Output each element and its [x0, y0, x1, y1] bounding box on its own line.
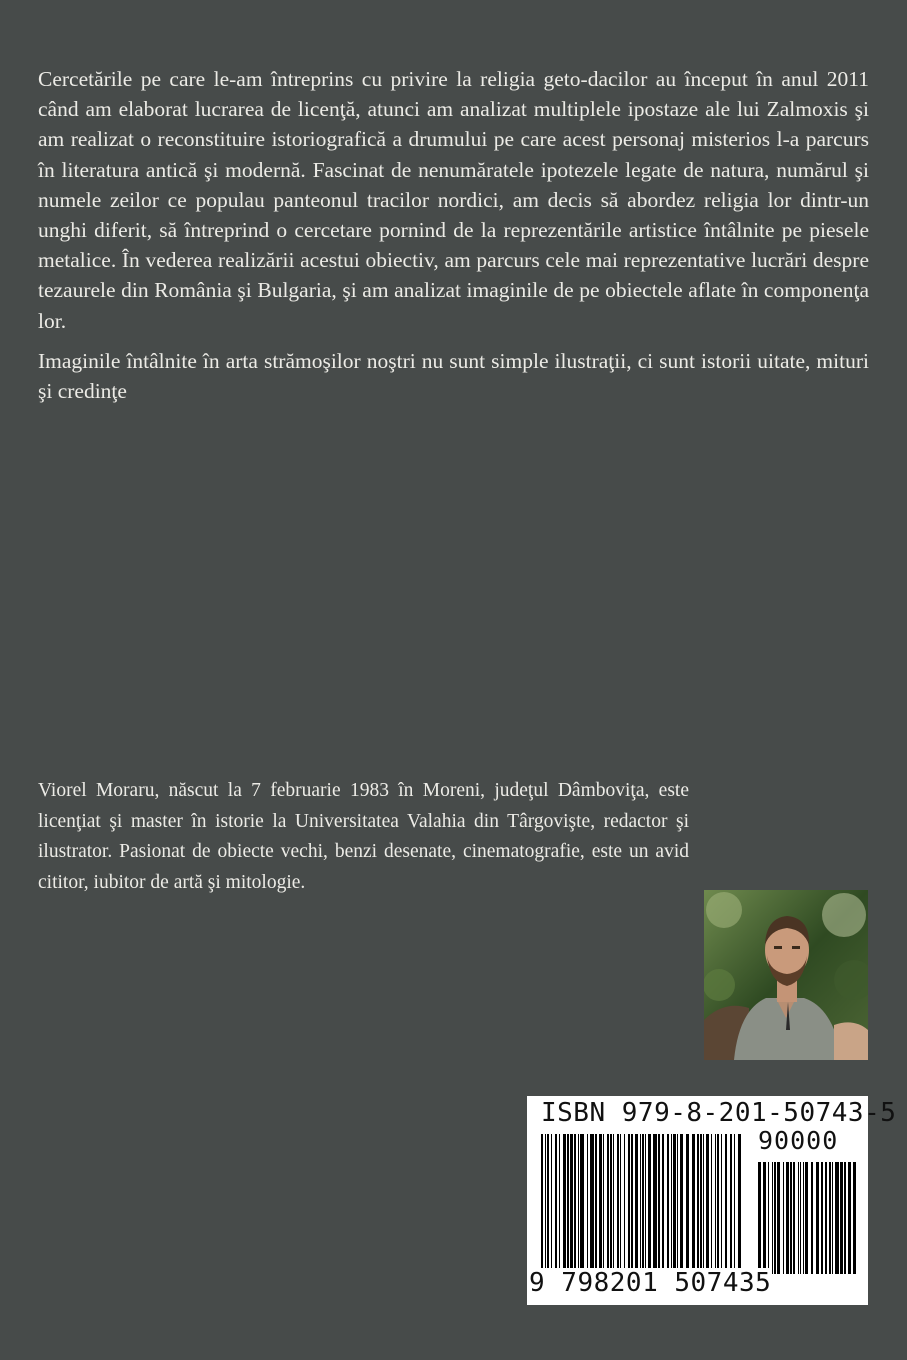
barcode-bar: [640, 1134, 641, 1274]
barcode-bar: [563, 1134, 566, 1274]
barcode-bar: [853, 1162, 856, 1274]
barcode-bar: [545, 1134, 546, 1274]
barcode-bar: [658, 1134, 660, 1274]
barcode-bar: [829, 1162, 831, 1274]
barcode-bar: [811, 1162, 813, 1274]
barcode-bar: [673, 1134, 676, 1274]
barcode-bar: [803, 1162, 804, 1274]
barcode-bar: [574, 1134, 576, 1274]
ean-digits: 9 798201 507435: [529, 1268, 772, 1298]
barcode-bar: [717, 1134, 719, 1274]
barcode-bar: [613, 1134, 614, 1274]
barcode-bar: [793, 1162, 795, 1274]
barcode-bar: [580, 1134, 584, 1274]
barcode-bar: [590, 1134, 594, 1274]
barcode-bar: [725, 1134, 727, 1274]
barcode-bar: [835, 1162, 839, 1274]
barcode-bar: [783, 1162, 784, 1274]
barcode-bar: [738, 1134, 741, 1274]
barcode-bar: [721, 1134, 722, 1274]
barcode-bar: [624, 1134, 625, 1274]
barcode-bar: [763, 1162, 766, 1274]
isbn-label: ISBN 979-8-201-50743-5: [541, 1098, 897, 1128]
barcode-bar: [800, 1162, 801, 1274]
barcode-bar: [620, 1134, 621, 1274]
barcode-bar: [844, 1162, 846, 1274]
description-paragraph-1: Cercetările pe care le-am întreprins cu privire la religia geto-dacilor au început în anul 2011 când am elaborat lucrarea de licenţă, atunci am analizat multiplele ipostaze ale lui Zalmoxis şi am realizat o reconstituire istoriografică a drumului pe care acest personaj misterios l-a parcurs în literatura antică şi modernă. Fascinat de nenumăratele ipotezele legate de natura, numărul şi numele zeilor ce populau panteonul tracilor nordici, am decis să abordez religia lor dintr-un unghi diferit, să întreprind o cercetare pornind de la reprezentările artistice întâlnite pe piesele metalice. În vederea realizării acestui obiectiv, am parcurs cele mai reprezentative lucrări despre tezaurele din România şi Bulgaria, şi am analizat imaginile de pe obiectele aflate în componenţa lor.: [38, 67, 869, 333]
barcode-bar: [648, 1134, 651, 1274]
barcode-bar: [774, 1162, 776, 1274]
barcode-bar: [603, 1134, 604, 1274]
barcode-bar: [703, 1134, 704, 1274]
barcode-bar: [777, 1162, 780, 1274]
barcode-bar: [559, 1134, 560, 1274]
addon-barcode-bars: [758, 1162, 858, 1274]
barcode-bar: [617, 1134, 619, 1274]
barcode-bar: [700, 1134, 702, 1274]
barcode-bar: [662, 1134, 664, 1274]
barcode-bar: [730, 1134, 732, 1274]
barcode-bar: [840, 1162, 843, 1274]
barcode-bar: [711, 1134, 712, 1274]
barcode-bar: [635, 1134, 638, 1274]
description-paragraph-2: Imaginile întâlnite în arta strămoşilor noştri nu sunt simple ilustraţii, ci sunt istorii uitate, mituri şi credinţe: [38, 348, 869, 404]
barcode-bar: [547, 1134, 549, 1274]
price-addon-label: 90000: [758, 1126, 839, 1155]
barcode-bar: [653, 1134, 657, 1274]
barcode-bar: [758, 1162, 761, 1274]
barcode-bar: [790, 1162, 792, 1274]
barcode-bar: [607, 1134, 609, 1274]
barcode-bar: [587, 1134, 588, 1274]
barcode-bar: [567, 1134, 569, 1274]
barcode-bar: [628, 1134, 630, 1274]
barcode-bar: [821, 1162, 823, 1274]
barcode-bar: [642, 1134, 644, 1274]
barcode-bar: [734, 1134, 735, 1274]
barcode-bar: [610, 1134, 612, 1274]
barcode-bar: [786, 1162, 789, 1274]
barcode-bar: [768, 1162, 769, 1274]
barcode-bar: [680, 1134, 683, 1274]
barcode-bar: [798, 1162, 799, 1274]
barcode-bar: [848, 1162, 851, 1274]
barcode-bar: [645, 1134, 646, 1274]
barcode-bar: [671, 1134, 672, 1274]
barcode-bar: [595, 1134, 597, 1274]
barcode-bar: [677, 1134, 678, 1274]
barcode-bar: [772, 1162, 773, 1274]
book-description: [38, 64, 869, 416]
barcode-bar: [697, 1134, 699, 1274]
barcode-bar: [551, 1134, 552, 1274]
barcode-bar: [578, 1134, 579, 1274]
barcode-bar: [570, 1134, 573, 1274]
author-bio: Viorel Moraru, născut la 7 februarie 1983 în Moreni, judeţul Dâmboviţa, este licenţiat şi master în istorie la Universitatea Valahia din Târgovişte, redactor şi ilustrator. Pasionat de obiecte vechi, benzi desenate, cinematografie, este un avid cititor, iubitor de artă şi mitologie.: [38, 780, 689, 893]
author-photo: [704, 890, 868, 1060]
barcode-bar: [825, 1162, 827, 1274]
ean-barcode-bars: [541, 1134, 741, 1274]
barcode-bar: [599, 1134, 602, 1274]
barcode-bar: [541, 1134, 543, 1274]
barcode-bar: [805, 1162, 808, 1274]
barcode-bar: [631, 1134, 633, 1274]
barcode-bar: [692, 1134, 695, 1274]
barcode-bar: [555, 1134, 557, 1274]
barcode-bar: [816, 1162, 819, 1274]
barcode-bar: [686, 1134, 689, 1274]
barcode-bar: [832, 1162, 833, 1274]
isbn-barcode: [527, 1096, 897, 1305]
barcode-bar: [706, 1134, 709, 1274]
barcode-bar: [715, 1134, 716, 1274]
barcode-bar: [667, 1134, 669, 1274]
